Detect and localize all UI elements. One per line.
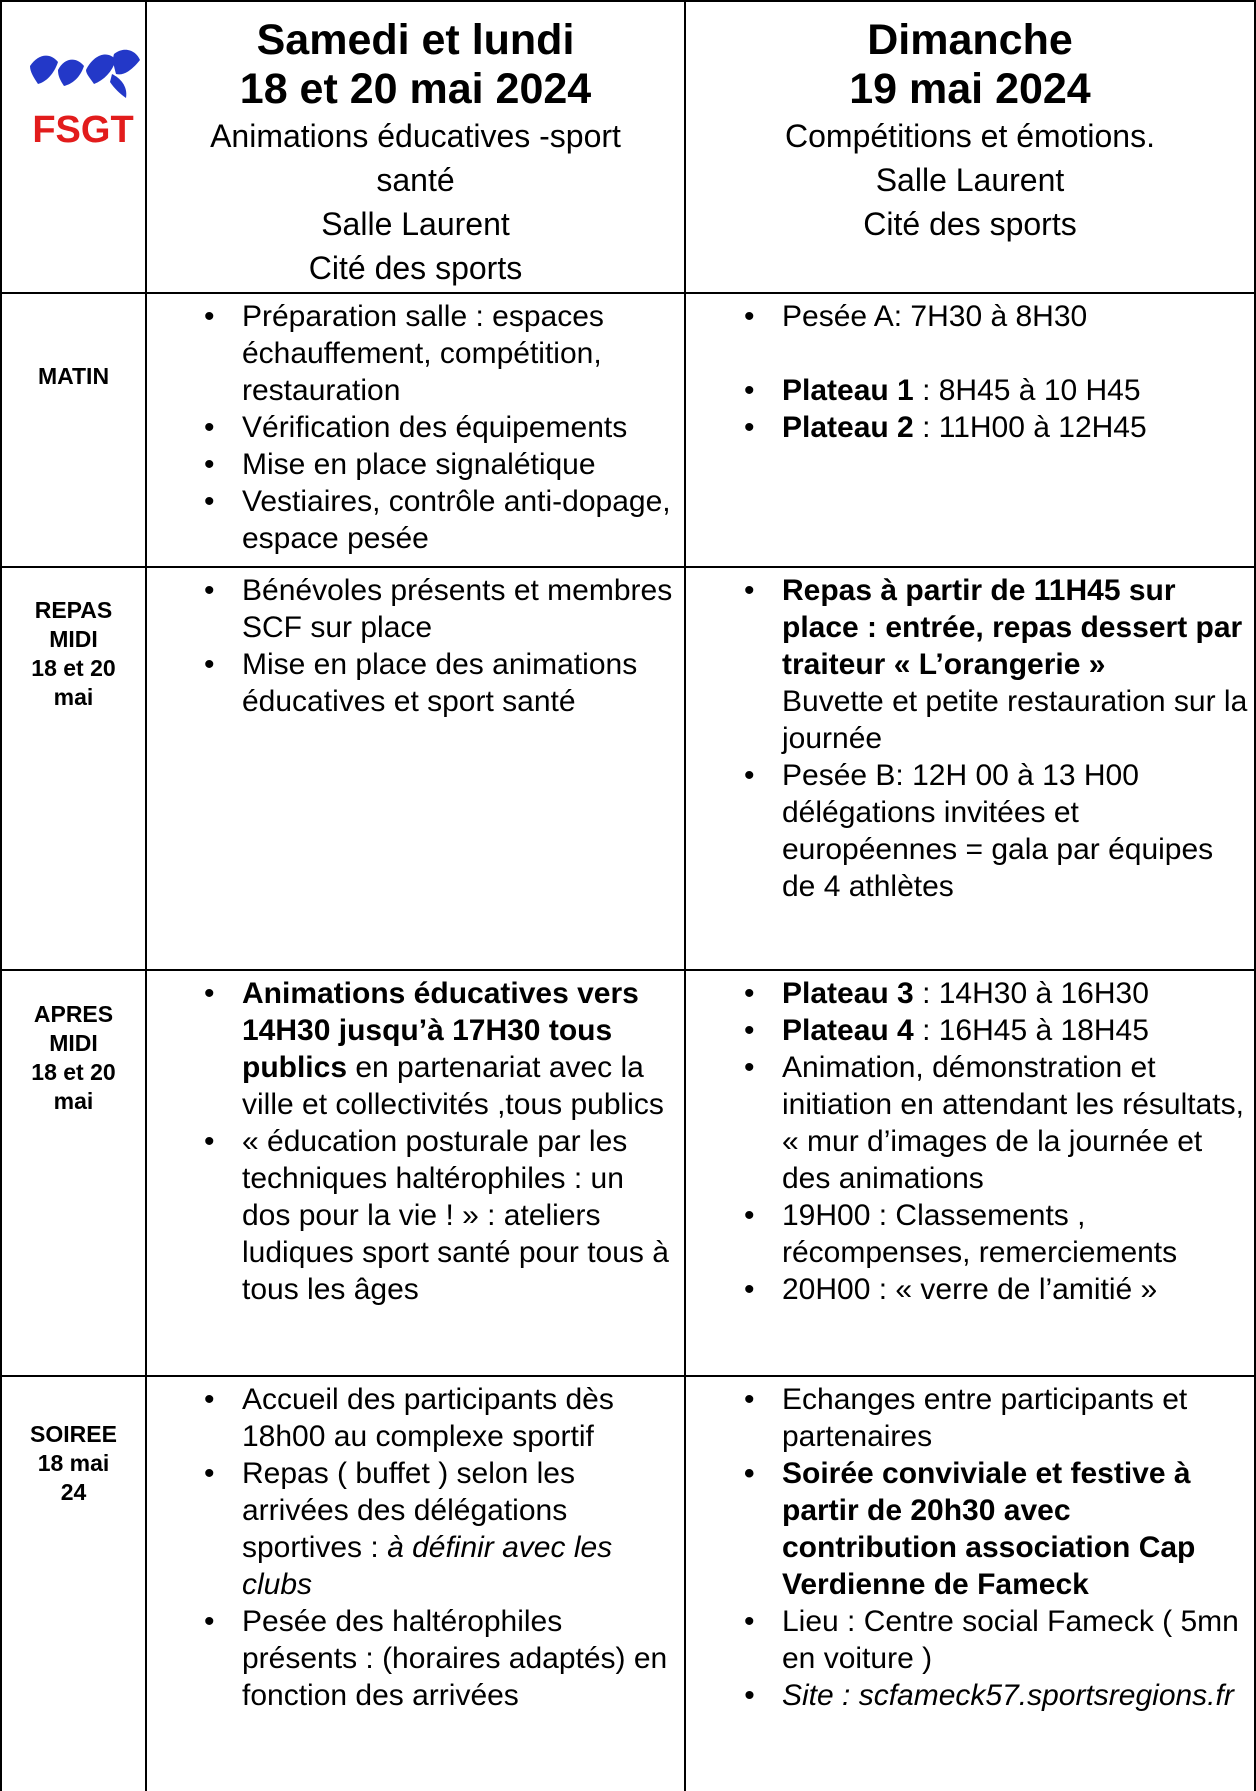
list-item: • Préparation salle : espaces échauffement, compétition, restauration bbox=[186, 298, 680, 409]
row-label-apres-midi bbox=[2, 1000, 145, 1116]
list-item: • Pesée des haltérophiles présents : (horaires adaptés) en fonction des arrivées bbox=[186, 1603, 680, 1714]
plateau-2-time: : 11H00 à 12H45 bbox=[913, 411, 1147, 444]
header-col1-title-line1: Samedi et lundi bbox=[256, 16, 575, 64]
list-item bbox=[726, 1012, 1252, 1049]
row-label-matin bbox=[2, 362, 145, 391]
list-item: • Echanges entre participants et partenaires bbox=[726, 1381, 1252, 1455]
list-item bbox=[726, 409, 1252, 446]
row-label-repas-line1: REPAS bbox=[34, 597, 113, 623]
soiree-col2 bbox=[726, 1381, 1252, 1714]
header-saturday-monday bbox=[147, 16, 684, 290]
row-label-apres-line4: mai bbox=[53, 1088, 94, 1114]
row-label-soiree-line1: SOIREE bbox=[30, 1421, 117, 1447]
plateau-2-label: Plateau 2 bbox=[782, 411, 914, 444]
list-item bbox=[726, 572, 1252, 757]
header-col2-title-line2: 19 mai 2024 bbox=[849, 65, 1091, 113]
row-label-repas-line4: mai bbox=[53, 684, 94, 710]
animations-bold-text: Animations éducatives vers 14H30 jusqu’à 17H30 tous publics bbox=[242, 977, 639, 1084]
list-item: • Pesée A: 7H30 à 8H30 bbox=[726, 298, 1252, 335]
plateau-4-label: Plateau 4 bbox=[782, 1014, 914, 1047]
header-col2-title-line1: Dimanche bbox=[867, 16, 1073, 64]
plateau-3-time: : 14H30 à 16H30 bbox=[913, 977, 1149, 1010]
matin-col1 bbox=[186, 298, 680, 557]
column-divider-2 bbox=[684, 0, 686, 1791]
list-item: • Bénévoles présents et membres SCF sur place bbox=[186, 572, 680, 646]
matin-col2 bbox=[726, 298, 1252, 446]
site-link[interactable]: • Site : scfameck57.sportsregions.fr bbox=[726, 1677, 1252, 1714]
row-divider-matin bbox=[0, 566, 1256, 568]
list-item bbox=[726, 372, 1252, 409]
fsgt-logo-text: FSGT bbox=[32, 109, 134, 151]
row-label-repas bbox=[2, 596, 145, 712]
row-divider-repas bbox=[0, 969, 1256, 971]
list-item: • Mise en place signalétique bbox=[186, 446, 680, 483]
row-label-repas-line2: MIDI bbox=[49, 626, 98, 652]
header-col2-sub-line3: Cité des sports bbox=[863, 206, 1077, 242]
partenariat-text: en partenariat avec la ville et collectivités ,tous publics bbox=[242, 1051, 664, 1121]
list-item: • Vérification des équipements bbox=[186, 409, 680, 446]
row-label-apres-line1: APRES bbox=[33, 1001, 114, 1027]
row-label-soiree bbox=[2, 1420, 145, 1507]
row-label-matin-text: MATIN bbox=[37, 363, 110, 389]
list-item bbox=[726, 975, 1252, 1012]
repas-col1 bbox=[186, 572, 680, 720]
header-col2-sub-line1: Compétitions et émotions. bbox=[785, 118, 1155, 154]
header-col1-title-line2: 18 et 20 mai 2024 bbox=[239, 65, 592, 113]
apres-col1 bbox=[186, 975, 680, 1308]
row-label-soiree-line3: 24 bbox=[60, 1479, 87, 1505]
a-definir-text: à définir avec les clubs bbox=[242, 1531, 613, 1601]
list-item: • 19H00 : Classements , récompenses, remerciements bbox=[726, 1197, 1252, 1271]
table-border-top bbox=[0, 0, 1256, 2]
list-item: • Soirée conviviale et festive à partir de 20h30 avec contribution association Cap Verdienne de Fameck bbox=[726, 1455, 1252, 1603]
row-label-repas-line3: 18 et 20 bbox=[31, 655, 116, 681]
list-item: • « éducation posturale par les techniques haltérophiles : un dos pour la vie ! » : ateliers ludiques sport santé pour tous à tous les âges bbox=[186, 1123, 680, 1308]
row-divider-apres bbox=[0, 1375, 1256, 1377]
list-item: • Pesée B: 12H 00 à 13 H00 délégations invitées et européennes = gala par équipes de 4 athlètes bbox=[726, 757, 1252, 905]
list-item: • Accueil des participants dès 18h00 au complexe sportif bbox=[186, 1381, 680, 1455]
soiree-col1 bbox=[186, 1381, 680, 1714]
header-col1-sub-line4: Cité des sports bbox=[308, 250, 523, 286]
header-sunday bbox=[686, 16, 1254, 246]
buvette-text: Buvette et petite restauration sur la journée bbox=[782, 685, 1248, 755]
list-item: • Animation, démonstration et initiation en attendant les résultats, « mur d’images de la journée et des animations bbox=[726, 1049, 1252, 1197]
repas-buffet-text: Repas ( buffet ) selon les arrivées des délégations sportives : bbox=[242, 1457, 575, 1564]
row-label-soiree-line2: 18 mai bbox=[37, 1450, 110, 1476]
apres-col2 bbox=[726, 975, 1252, 1308]
plateau-1-label: Plateau 1 bbox=[782, 374, 914, 407]
header-col1-sub-line1: Animations éducatives -sport bbox=[210, 118, 621, 154]
list-item bbox=[186, 1455, 680, 1603]
list-item: • Lieu : Centre social Fameck ( 5mn en voiture ) bbox=[726, 1603, 1252, 1677]
repas-col2 bbox=[726, 572, 1252, 905]
header-col2-sub-line2: Salle Laurent bbox=[875, 162, 1065, 198]
list-item: • Vestiaires, contrôle anti-dopage, espace pesée bbox=[186, 483, 680, 557]
row-label-apres-line2: MIDI bbox=[49, 1030, 98, 1056]
row-divider-header bbox=[0, 292, 1256, 294]
header-col1-sub-line2: santé bbox=[376, 162, 455, 198]
plateau-3-label: Plateau 3 bbox=[782, 977, 914, 1010]
list-item: • 20H00 : « verre de l’amitié » bbox=[726, 1271, 1252, 1308]
repas-bold-text: • Repas à partir de 11H45 sur place : entrée, repas dessert par traiteur « L’orangerie » bbox=[782, 574, 1243, 681]
plateau-1-time: : 8H45 à 10 H45 bbox=[913, 374, 1141, 407]
table-border-left bbox=[0, 0, 2, 1791]
fsgt-logo bbox=[24, 44, 142, 154]
list-item: • Mise en place des animations éducatives et sport santé bbox=[186, 646, 680, 720]
row-label-apres-line3: 18 et 20 bbox=[31, 1059, 116, 1085]
header-col1-sub-line3: Salle Laurent bbox=[321, 206, 510, 242]
list-item bbox=[186, 975, 680, 1123]
plateau-4-time: : 16H45 à 18H45 bbox=[913, 1014, 1149, 1047]
